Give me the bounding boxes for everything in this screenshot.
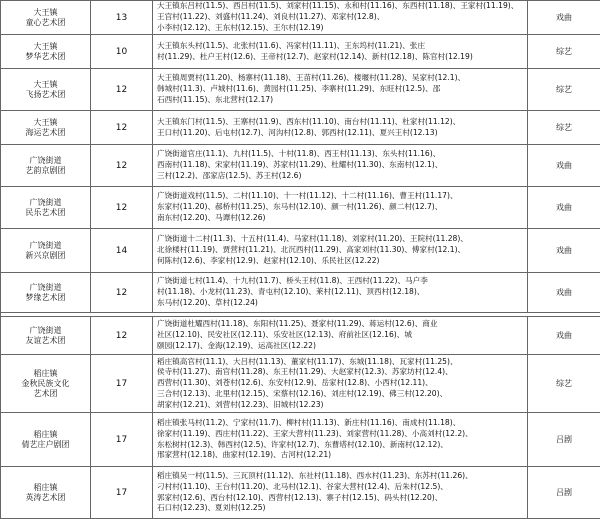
schedule-cell <box>153 229 528 273</box>
schedule-line: 胡家村(12.21)、刘营村(12.23)、旧城村(12.23) <box>157 400 525 411</box>
schedule-cell <box>153 317 528 355</box>
schedule-line: 东松树村(12.3)、韩西村(12.5)、许家村(12.7)、东曹塔村(12.10)、新南村(12.12)、 <box>157 440 525 451</box>
table-row <box>1 187 600 229</box>
genre-cell: 戏曲 <box>528 1 600 35</box>
troupe-name-cell <box>1 145 91 187</box>
table-row <box>1 1 600 35</box>
troupe-name-line: 广饶街道 <box>3 326 88 336</box>
schedule-line: 徐家村(11.19)、西庄村(11.22)、王家大营村(11.23)、刘家营村(11.28)、小高刘村(12.2)、 <box>157 429 525 440</box>
troupe-name-cell <box>1 355 91 413</box>
genre-cell: 戏曲 <box>528 229 600 273</box>
troupe-name-line: 艺韵京剧团 <box>3 166 88 176</box>
schedule-cell <box>153 273 528 313</box>
genre-cell: 综艺 <box>528 69 600 111</box>
schedule-line: 刁村村(11.10)、王台村(11.20)、北马村(12.1)、谷家大营村(12.4)、后朱村(12.5)、 <box>157 482 525 493</box>
troupe-name-line: 稻庄镇 <box>3 430 88 440</box>
genre-cell: 戏曲 <box>528 273 600 313</box>
schedule-line: 西南村(11.18)、宋家村(11.19)、苏家村(11.29)、杜耀村(11.30)、东南村(12.1)、 <box>157 160 525 171</box>
troupe-name-cell <box>1 69 91 111</box>
schedule-line: 邢家营村(12.18)、曲家村(12.19)、古河村(12.21) <box>157 450 525 461</box>
troupe-name-line: 童心艺术团 <box>3 18 88 28</box>
troupe-name-line: 稻庄镇 <box>3 483 88 493</box>
genre-cell: 戏曲 <box>528 187 600 229</box>
performance-count-cell: 12 <box>91 69 153 111</box>
schedule-line: 何陈村(12.6)、李家村(12.9)、赵家村(12.10)、乐民社区(12.22) <box>157 256 525 267</box>
schedule-line: 小李村(12.12)、王东村(12.15)、王尔村(12.19) <box>157 23 525 34</box>
schedule-cell <box>153 187 528 229</box>
schedule-cell <box>153 1 528 35</box>
troupe-name-line: 大王镇 <box>3 80 88 90</box>
troupe-name-line: 金秋民族文化 <box>3 379 88 389</box>
schedule-cell <box>153 355 528 413</box>
table-row <box>1 413 600 467</box>
troupe-name-line: 艺术团 <box>3 389 88 399</box>
troupe-name-line: 民乐艺术团 <box>3 208 88 218</box>
performance-count-cell: 14 <box>91 229 153 273</box>
performance-count-cell: 17 <box>91 413 153 467</box>
schedule-line: 东马村(12.20)、草村(12.24) <box>157 298 525 309</box>
troupe-name-cell <box>1 187 91 229</box>
schedule-line: 大王镇东头村(11.5)、北张村(11.6)、冯家村(11.11)、王东坞村(11.21)、张庄 <box>157 41 525 52</box>
schedule-line: 韩城村(11.3)、卢城村(11.6)、黄园村(11.25)、李寨村(11.29)、东旺村(12.5)、邵 <box>157 84 525 95</box>
genre-cell: 吕剧 <box>528 413 600 467</box>
schedule-line: 侯寺村(11.27)、南官村(11.28)、东王村(11.29)、大赵家村(12.3)、苏家坊村(12.4)、 <box>157 367 525 378</box>
schedule-cell <box>153 145 528 187</box>
performance-count-cell: 17 <box>91 467 153 519</box>
troupe-name-line: 新兴京剧团 <box>3 251 88 261</box>
troupe-name-cell <box>1 1 91 35</box>
genre-cell: 综艺 <box>528 111 600 145</box>
table-row <box>1 145 600 187</box>
schedule-line: 石口村(12.23)、夏刘村(12.25) <box>157 503 525 514</box>
schedule-line: 大王镇东门村(11.5)、王寨村(11.9)、西东村(11.10)、南台村(11.11)、杜家村(11.12)、 <box>157 117 525 128</box>
troupe-name-line: 友谊艺术团 <box>3 336 88 346</box>
schedule-line: 南东村(12.20)、马谭村(12.26) <box>157 213 525 224</box>
schedule-line: 王口村(11.20)、后屯村(12.7)、河沟村(12.8)、郭西村(12.11)、夏兴王村(12.13) <box>157 128 525 139</box>
schedule-cell <box>153 413 528 467</box>
schedule-line: 大王镇东吕村(11.5)、西吕村(11.5)、刘家村(11.15)、永和村(11.16)、东西村(11.18)、王家村(11.19)、 <box>157 1 525 12</box>
table-row <box>1 111 600 145</box>
troupe-name-line: 大王镇 <box>3 118 88 128</box>
troupe-name-cell <box>1 229 91 273</box>
schedule-line: 东家村(11.20)、郝桥村(11.25)、东马村(12.10)、颜一村(11.26)、颜二村(12.7)、 <box>157 202 525 213</box>
troupe-name-line: 海运艺术团 <box>3 128 88 138</box>
schedule-line: 三合村(12.13)、北里村(12.15)、宋蔡村(12.16)、刘庄村(12.19)、佛三村(12.20)、 <box>157 389 525 400</box>
troupe-name-line: 广饶街道 <box>3 198 88 208</box>
troupe-name-cell <box>1 467 91 519</box>
schedule-line: 王宫村(11.22)、刘盛村(11.24)、刘良村(11.27)、邓家村(12.8)、 <box>157 12 525 23</box>
troupe-name-cell <box>1 111 91 145</box>
schedule-line: 颐园(12.17)、金海(12.19)、运高社区(12.22) <box>157 341 525 352</box>
schedule-line: 广饶街道七村(11.4)、十九村(11.7)、桥头王村(11.8)、王西村(11.22)、马户李 <box>157 276 525 287</box>
table-row <box>1 317 600 355</box>
troupe-name-line: 梦华艺术团 <box>3 52 88 62</box>
table-row <box>1 229 600 273</box>
schedule-line: 郭家村(12.6)、西台村(12.10)、西营村(12.13)、寨子村(12.15)、码头村(12.20)、 <box>157 493 525 504</box>
performance-count-cell: 10 <box>91 35 153 69</box>
performance-count-cell: 12 <box>91 187 153 229</box>
schedule-line: 北徐楼村(11.19)、贾营村(11.21)、北沉西村(11.29)、高家刘村(11.30)、傅家村(12.1)、 <box>157 245 525 256</box>
performance-count-cell: 12 <box>91 111 153 145</box>
table-row <box>1 273 600 313</box>
schedule-line: 三村(12.2)、邵家店(12.5)、苏王村(12.6) <box>157 171 525 182</box>
performance-count-cell: 13 <box>91 1 153 35</box>
table-row <box>1 355 600 413</box>
genre-cell: 吕剧 <box>528 467 600 519</box>
troupe-name-line: 稻庄镇 <box>3 369 88 379</box>
troupe-name-line: 梦缘艺术团 <box>3 293 88 303</box>
troupe-name-line: 飞扬艺术团 <box>3 90 88 100</box>
genre-cell: 综艺 <box>528 35 600 69</box>
schedule-line: 稻庄镇吴一村(11.5)、三瓦顶村(11.12)、东社村(11.18)、西水村(11.23)、东苏村(11.26)、 <box>157 471 525 482</box>
schedule-line: 广饶街道官庄(11.1)、九村(11.5)、十村(11.8)、西王村(11.13)、东头村(11.16)、 <box>157 149 525 160</box>
table-row <box>1 69 600 111</box>
schedule-line: 稻庄镇张马村(11.2)、宁家村(11.7)、柳村村(11.13)、新庄村(11.16)、南成村(11.18)、 <box>157 418 525 429</box>
schedule-line: 稻庄镇高官村(11.1)、大吕村(11.13)、董家村(11.17)、东城(11.18)、瓦家村(11.25)、 <box>157 357 525 368</box>
troupe-name-cell <box>1 273 91 313</box>
schedule-line: 大王镇周贾村(11.20)、杨寨村(11.18)、王苗村(11.26)、楼堰村(11.28)、吴家村(12.1)、 <box>157 73 525 84</box>
table-row <box>1 35 600 69</box>
troupe-name-cell <box>1 317 91 355</box>
genre-cell: 综艺 <box>528 355 600 413</box>
troupe-name-line: 大王镇 <box>3 42 88 52</box>
troupe-name-line: 大王镇 <box>3 8 88 18</box>
performance-count-cell: 12 <box>91 317 153 355</box>
troupe-name-line: 广饶街道 <box>3 241 88 251</box>
troupe-name-cell <box>1 413 91 467</box>
troupe-name-line: 英涛艺术团 <box>3 493 88 503</box>
performance-count-cell: 17 <box>91 355 153 413</box>
performance-count-cell: 12 <box>91 145 153 187</box>
schedule-cell <box>153 35 528 69</box>
schedule-cell <box>153 467 528 519</box>
schedule-line: 广饶街道戏村(11.5)、二村(11.10)、十一村(11.12)、十二村(11.16)、曹王村(11.17)、 <box>157 191 525 202</box>
troupe-name-line: 倩艺庄户剧团 <box>3 440 88 450</box>
schedule-line: 石西村(11.15)、东北营村(12.17) <box>157 95 525 106</box>
schedule-line: 村(11.29)、杜户王村(12.6)、王帝村(12.7)、赵家村(12.14)、新村(12.18)、陈官村(12.19) <box>157 52 525 63</box>
schedule-cell <box>153 69 528 111</box>
genre-cell: 戏曲 <box>528 317 600 355</box>
table-row <box>1 467 600 519</box>
schedule-line: 社区(12.10)、民安社区(12.11)、乐安社区(12.13)、府前社区(12.16)、城 <box>157 330 525 341</box>
schedule-line: 广饶街道十二村(11.3)、十五村(11.4)、马家村(11.18)、刘家村(11.20)、王院村(11.28)、 <box>157 234 525 245</box>
schedule-line: 西营村(11.30)、刘苍村(12.6)、东安村(12.9)、岳家村(12.8)、小西村(12.11)、 <box>157 378 525 389</box>
performance-count-cell: 12 <box>91 273 153 313</box>
troupe-name-line: 广饶街道 <box>3 283 88 293</box>
troupe-name-cell <box>1 35 91 69</box>
schedule-cell <box>153 111 528 145</box>
schedule-line: 村(11.18)、小龙村(11.23)、青屯村(12.10)、莱村(12.11)、顶西村(12.18)、 <box>157 287 525 298</box>
schedule-line: 广饶街道杜耀西村(11.18)、东阳村(11.25)、聂家村(11.29)、蒋运村(12.6)、商业 <box>157 319 525 330</box>
genre-cell: 戏曲 <box>528 145 600 187</box>
troupe-name-line: 广饶街道 <box>3 156 88 166</box>
